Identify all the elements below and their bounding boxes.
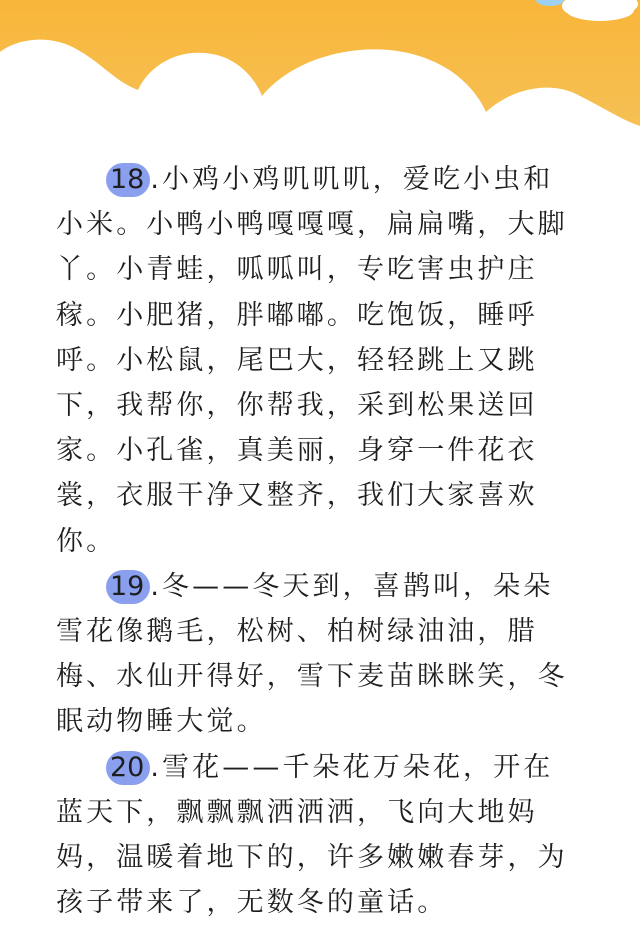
paragraph-number-badge: 18: [106, 163, 150, 197]
paragraph-number-badge: 19: [106, 570, 150, 604]
poem-content: [56, 157, 576, 925]
header-decoration: [0, 0, 640, 150]
paragraph-number-badge: 20: [106, 751, 150, 785]
paragraph-19: [56, 564, 576, 745]
paragraph-18: [56, 157, 576, 564]
paragraph-text: .雪花——千朵花万朵花，开在蓝天下，飘飘飘洒洒洒，飞向大地妈妈，温暖着地下的，许多嫩嫩春芽，为孩子带来了，无数冬的童话。: [56, 751, 568, 919]
paragraph-text: .小鸡小鸡叽叽叽，爱吃小虫和小米。小鸭小鸭嘎嘎嘎，扁扁嘴，大脚丫。小青蛙，呱呱叫，专吃害虫护庄稼。小肥猪，胖嘟嘟。吃饱饭，睡呼呼。小松鼠，尾巴大，轻轻跳上又跳下，我帮你，你帮我，采到松果送回家。小孔雀，真美丽，身穿一件花衣裳，衣服干净又整齐，我们大家喜欢你。: [56, 164, 568, 557]
paragraph-20: [56, 745, 576, 926]
paragraph-text: .冬——冬天到，喜鹊叫，朵朵雪花像鹅毛，松树、柏树绿油油，腊梅、水仙开得好，雪下麦苗眯眯笑，冬眠动物睡大觉。: [56, 570, 568, 738]
